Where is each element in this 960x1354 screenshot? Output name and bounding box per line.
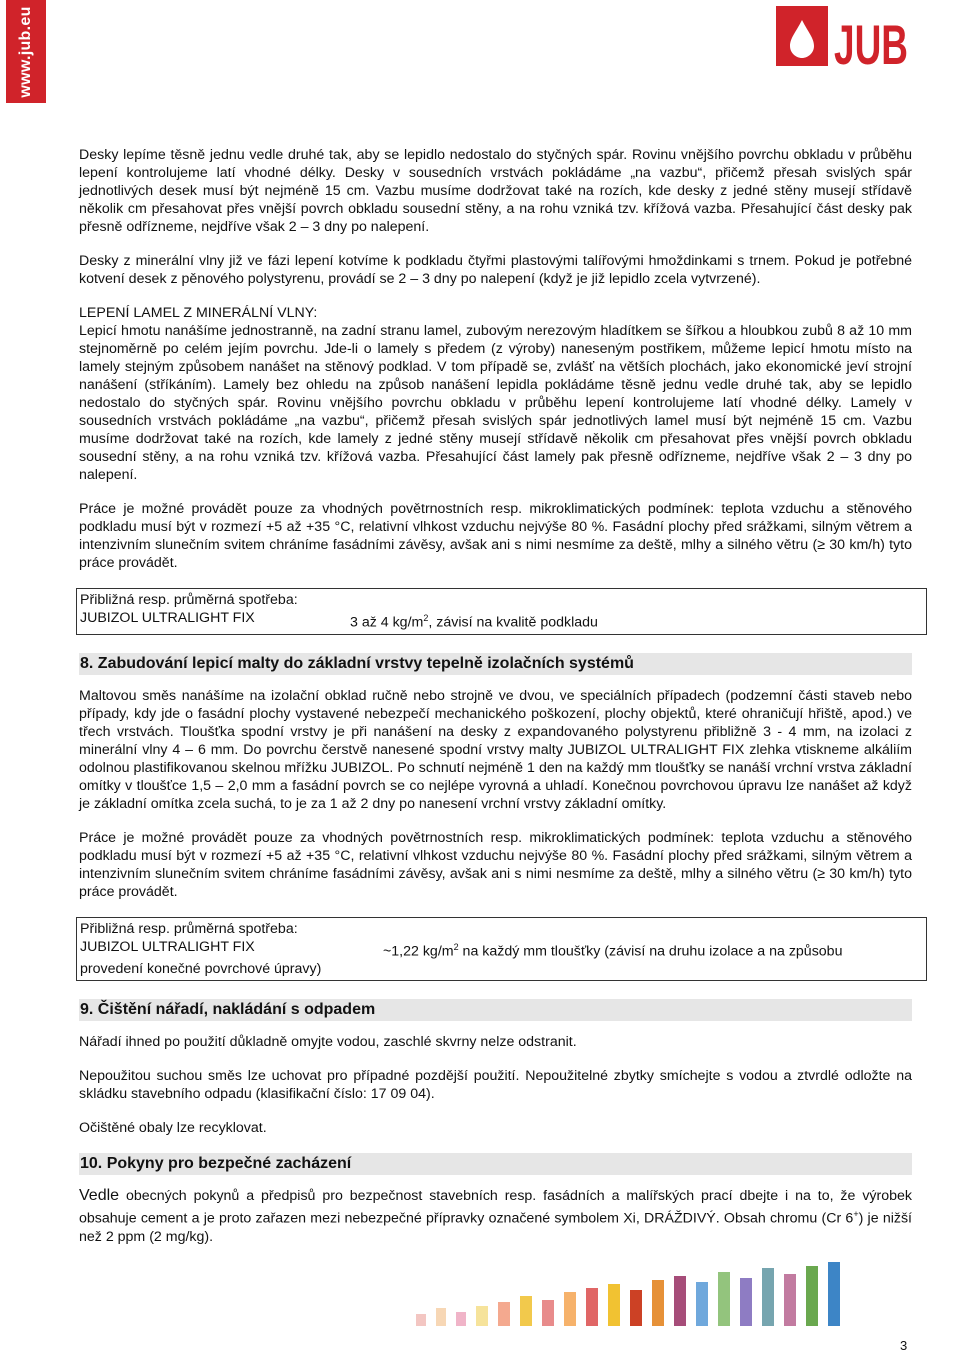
jub-logo <box>770 6 910 76</box>
product-name: JUBIZOL ULTRALIGHT FIX <box>80 938 255 955</box>
consumption-label: Přibližná resp. průměrná spotřeba: <box>80 920 298 937</box>
paragraph-lamel-gluing: Lepicí hmotu nanášíme jednostranně, na zadní stranu lamel, zubovým nerezovým hladítkem se šířkou a hloubkou zubů 8 až 10 mm stejnoměrně po celém jejím povrchu. Jde-li o lamely s předem (z výroby) naneseným postřikem, můžeme lepicí hmotu místo na lamely stejným způsobem nanášet na stěnový podklad. V tom případě se, zvlášť na větších plochách, jako ekonomické jeví strojní nanášení (stříkáním). Lamely bez ohledu na způsob nanášení lepidla pokládáme těsně jednu vedle druhé tak, aby se lepidlo nedostalo do styčných spár. Rovinu vnějšího povrchu obkladu v průběhu lepení kontrolujeme latí vhodné délky. Lamely v sousedních vrstvách pokládáme „na vazbu“, přičemž přesah svislých spár jednotlivých lamel musí být nejméně 15 cm. Vazbu musíme dodržovat také na rozích, kde lamely z jedné stěny musejí střídavě několik cm přesahovat přes vnější povrch obkladu sousední stěny, a na rohu vzniká tzv. křížová vazba. Přesahující část lamely pak přesně odřízneme, nejdříve však 2 – 3 dny po nalepení. <box>79 323 912 483</box>
section-10-heading: 10. Pokyny pro bezpečné zacházení <box>79 1153 912 1175</box>
product-name: JUBIZOL ULTRALIGHT FIX <box>80 610 255 626</box>
logo-text: JUB <box>834 13 908 76</box>
consumption-label: Přibližná resp. průměrná spotřeba: <box>80 592 298 608</box>
side-url-tab <box>6 0 46 103</box>
paragraph-waste: Nepoužitou suchou směs lze uchovat pro případné pozdější použití. Nepoužitelné zbytky smíchejte s vodou a ztvrdlé odložte na skládku stavebního odpadu (klasifikační číslo: 17 09 04). <box>79 1068 912 1103</box>
paragraph-safety: Vedle obecných pokynů a předpisů pro bezpečnost stavebních resp. fasádních a malířských prací dbejte i na to, že výrobek obsahuje cement a je proto zařazen mezi nebezpečné přípravky označené symbolem Xi, DRÁŽDIVÝ. Obsah chromu (Cr 6+) je nižší než 2 ppm (2 mg/kg). <box>79 1187 913 1246</box>
lamel-subtitle: LEPENÍ LAMEL Z MINERÁLNÍ VLNY: <box>79 305 318 321</box>
consumption-box-2 <box>76 917 927 982</box>
document-body <box>79 146 912 1262</box>
paragraph-tool-cleaning: Nářadí ihned po použití důkladně omyjte vodou, zaschlé skvrny nelze odstranit. <box>79 1034 577 1051</box>
consumption-value: ~1,22 $kg/m^2$ na každý mm tloušťky (závisí na druhu izolace a na způsobu <box>383 941 843 960</box>
consumption-box-1 <box>76 588 927 635</box>
paragraph-anchoring: Desky z minerální vlny již ve fázi lepení kotvíme k podkladu čtyřmi plastovými talířovými hmoždinkami s trnem. Pokud je potřebné kotvení desek z pěnového polystyrenu, provádí se 2 – 3 dny po nalepení (když je již lepidlo zcela vytvrzené). <box>79 253 912 287</box>
consumption-note: provedení konečné povrchové úpravy) <box>80 961 322 978</box>
paragraph-boards-laying: Desky lepíme těsně jednu vedle druhé tak, aby se lepidlo nedostalo do styčných spár. Rovinu vnějšího povrchu obkladu v průběhu lepení kontrolujeme latí vhodné délky. Desky v sousedních vrstvách pokládáme „na vazbu“, přičemž přesah svislých spár jednotlivých desek musí být nejméně 15 cm. Vazbu musíme dodržovat také na rozích, kde desky z jedné stěny musejí střídavě několik cm přesahovat přes vnější povrch obkladu sousední stěny, a na rohu vzniká tzv. křížová vazba. Přesahující část desky pak přesně odřízneme, nejdříve však 2 – 3 dny po nalepení. <box>79 147 912 235</box>
paragraph-weather-conditions-2: Práce je možné provádět pouze za vhodných povětrnostních resp. mikroklimatických podmínek: teplota vzduchu a stěnového podkladu musí být v rozmezí +5 až +35 °C, relativní vlhkost vzduchu nejvýše 80 %. Fasádní plochy před srážkami, silným větrem a intenzivním slunečním svitem chráníme fasádními závěsy, avšak ani s nimi nesmíme za deště, mlhy a silného větru (≥ 30 km/h) tyto práce provádět. <box>79 829 912 900</box>
consumption-value: 3 až 4 $kg/m^2$, závisí na kvalitě podkladu <box>350 613 598 631</box>
section-8-heading: 8. Zabudování lepicí malty do základní vrstvy tepelně izolačních systémů <box>79 653 912 675</box>
paragraph-weather-conditions: Práce je možné provádět pouze za vhodných povětrnostních resp. mikroklimatických podmínek: teplota vzduchu a stěnového podkladu musí být v rozmezí +5 až +35 °C, relativní vlhkost vzduchu nejvýše 80 %. Fasádní plochy před srážkami, silným větrem a intenzivním slunečním svitem chráníme fasádními závěsy, avšak ani s nimi nesmíme za deště, mlhy a silného větru (≥ 30 km/h) tyto práce provádět. <box>79 501 912 571</box>
decorative-color-bars <box>416 1262 842 1326</box>
side-url-text: www.jub.eu <box>17 5 34 98</box>
paragraph-base-layer: Maltovou směs nanášíme na izolační obklad ručně nebo strojně ve dvou, ve speciálních případech (podzemní části staveb nebo případy, kdy jde o fasádní plochy vystavené nebezpečí mechanického poškození, plochy objektů, které ohraničují hřiště, apod.) ve třech vrstvách. Tloušťka spodní vrstvy je při nanášení na desky z expandovaného polystyrenu přibližně 3 - 4 mm, na izolaci z minerální vlny 4 – 6 mm. Do povrchu čerstvě nanesené spodní vrstvy malty JUBIZOL ULTRALIGHT FIX zlehka vtiskneme alkáliím odolnou plastifikovanou skelnou mřížku JUBIZOL. Po schnutí nejméně 1 den na každý mm tloušťky se nanáší vrchní vrstva základní omítky v tloušťce 1,5 – 2,0 mm a fasádní povrch se co nejlépe vyrovná a uhladí. Konečnou povrchovou úpravu lze nanášet až když je základní omítka zcela suchá, to je za 1 až 2 dny po nanesení vrchní vrstvy základní omítky. <box>79 687 912 812</box>
page-number: 3 <box>900 1338 908 1353</box>
paragraph-recycling: Očištěné obaly lze recyklovat. <box>79 1120 267 1137</box>
section-9-heading: 9. Čištění nářadí, nakládání s odpadem <box>79 999 912 1021</box>
